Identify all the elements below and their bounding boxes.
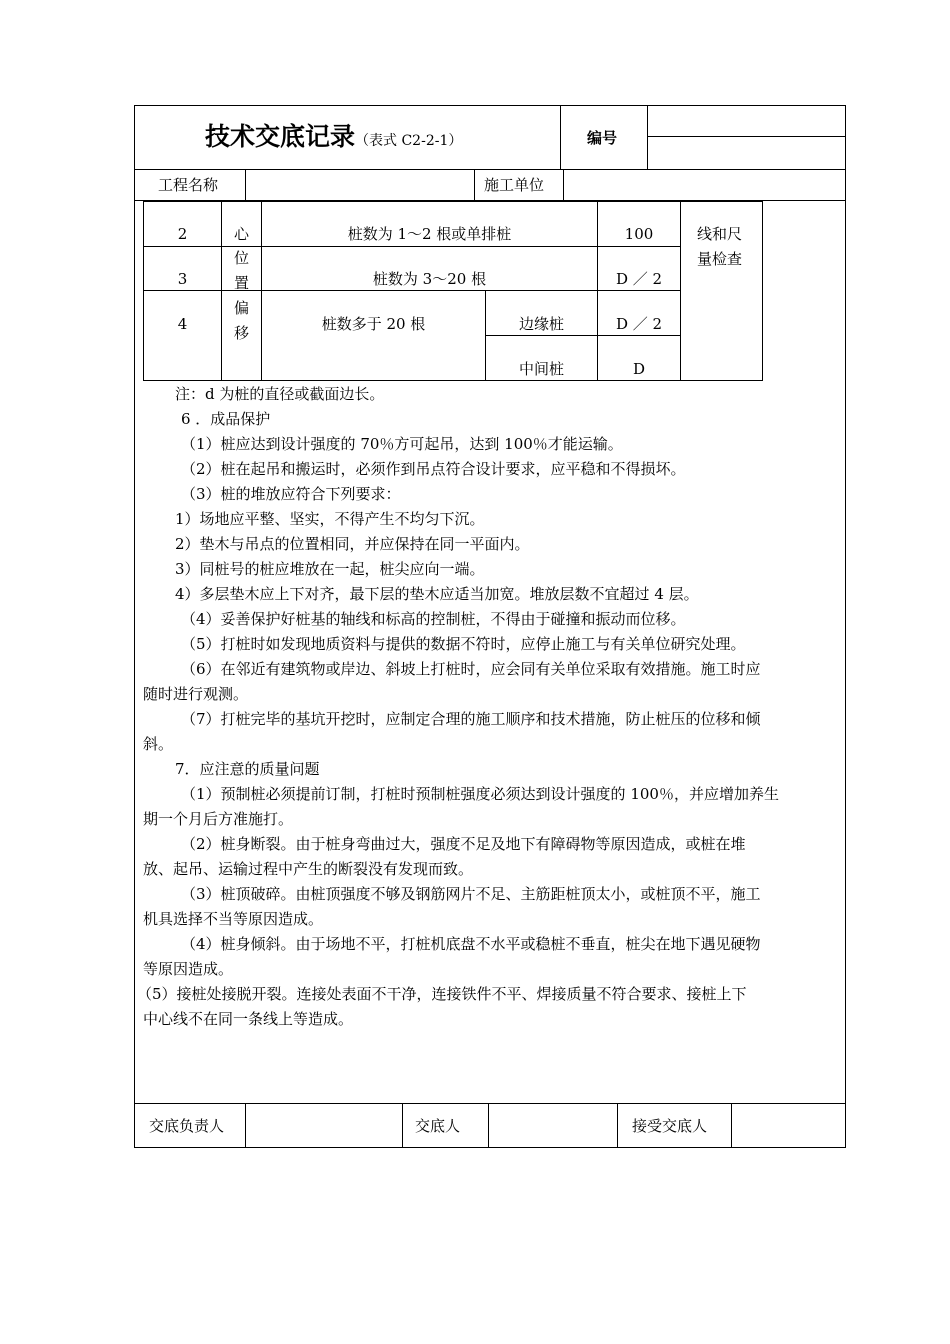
page-title xyxy=(205,120,462,158)
project-name-label: 工程名称 xyxy=(158,176,219,194)
construction-unit-label: 施工单位 xyxy=(484,176,545,194)
paragraph: （2）桩身断裂。由于桩身弯曲过大，强度不足及地下有障碍物等原因造成，或桩在堆 xyxy=(181,835,746,853)
discloser-signature-field[interactable] xyxy=(490,1105,616,1146)
method-text-line2: 量检查 xyxy=(697,250,743,268)
merged-label-char: 位 xyxy=(233,249,249,267)
paragraph: （5）打桩时如发现地质资料与提供的数据不符时，应停止施工与有关单位研究处理。 xyxy=(181,635,746,653)
merged-label-char: 偏 xyxy=(233,299,249,317)
form-code: （表式 C2-2-1） xyxy=(355,133,463,149)
title-text: 技术交底记录 xyxy=(205,122,356,151)
edge-pile-value: D ／ 2 xyxy=(615,315,663,333)
paragraph: 随时进行观测。 xyxy=(143,685,249,703)
project-name-field[interactable] xyxy=(247,171,473,199)
row-index: 4 xyxy=(177,315,188,333)
number-label: 编号 xyxy=(587,129,618,147)
paragraph: 4）多层垫木应上下对齐，最下层的垫木应适当加宽。堆放层数不宜超过 4 层。 xyxy=(175,585,699,603)
discloser-label: 交底人 xyxy=(415,1117,461,1135)
middle-pile-value: D xyxy=(632,360,646,378)
edge-pile-label: 边缘桩 xyxy=(518,315,564,333)
paragraph: （2）桩在起吊和搬运时，必须作到吊点符合设计要求，应平稳和不得损坏。 xyxy=(181,460,686,478)
paragraph: （5）接桩处接脱开裂。连接处表面不干净，连接铁件不平、焊接质量不符合要求、接桩上下 xyxy=(137,985,747,1003)
paragraph: 斜。 xyxy=(143,735,174,753)
paragraph: （1）桩应达到设计强度的 70％方可起吊，达到 100％才能运输。 xyxy=(181,435,623,453)
middle-pile-label: 中间桩 xyxy=(518,360,564,378)
row-index: 3 xyxy=(177,270,188,288)
paragraph: （7）打桩完毕的基坑开挖时，应制定合理的施工顺序和技术措施，防止桩压的位移和倾 xyxy=(181,710,761,728)
paragraph: （1）预制桩必须提前订制，打桩时预制桩强度必须达到设计强度的 100％，并应增加养生 xyxy=(181,785,779,803)
row-value: 100 xyxy=(624,225,654,243)
paragraph: （3）桩的堆放应符合下列要求： xyxy=(181,485,401,503)
merged-label-char: 移 xyxy=(233,324,249,342)
row-description: 桩数多于 20 根 xyxy=(321,315,426,333)
paragraph: （6）在邻近有建筑物或岸边、斜坡上打桩时，应会同有关单位采取有效措施。施工时应 xyxy=(181,660,761,678)
paragraph: 期一个月后方准施打。 xyxy=(143,810,294,828)
paragraph: 机具选择不当等原因造成。 xyxy=(143,910,324,928)
construction-unit-field[interactable] xyxy=(565,171,844,199)
paragraph: 中心线不在同一条线上等造成。 xyxy=(143,1010,354,1028)
note: 注：d 为桩的直径或截面边长。 xyxy=(175,385,385,403)
number-field-2[interactable] xyxy=(649,138,844,168)
paragraph: （3）桩顶破碎。由桩顶强度不够及钢筋网片不足、主筋距桩顶太小，或桩顶不平，施工 xyxy=(181,885,761,903)
paragraph: 等原因造成。 xyxy=(143,960,234,978)
paragraph: 放、起吊、运输过程中产生的断裂没有发现而致。 xyxy=(143,860,474,878)
paragraph: （4）妥善保护好桩基的轴线和标高的控制桩，不得由于碰撞和振动而位移。 xyxy=(181,610,686,628)
paragraph: 1）场地应平整、坚实，不得产生不均匀下沉。 xyxy=(175,510,485,528)
paragraph: 2）垫木与吊点的位置相同，并应保持在同一平面内。 xyxy=(175,535,530,553)
row-index: 2 xyxy=(177,225,188,243)
responsible-label: 交底负责人 xyxy=(149,1117,225,1135)
row-description: 桩数为 3～20 根 xyxy=(372,270,487,288)
merged-label-char: 心 xyxy=(233,225,249,243)
paragraph: （4）桩身倾斜。由于场地不平，打桩机底盘不水平或稳桩不垂直，桩尖在地下遇见硬物 xyxy=(181,935,761,953)
section-6-title: 6 ．成品保护 xyxy=(181,410,271,428)
responsible-signature-field[interactable] xyxy=(247,1105,401,1146)
row-value: D ／ 2 xyxy=(615,270,663,288)
receiver-signature-field[interactable] xyxy=(733,1105,844,1146)
method-text-line1: 线和尺 xyxy=(697,225,743,243)
receiver-label: 接受交底人 xyxy=(632,1117,708,1135)
number-field-1[interactable] xyxy=(649,107,844,135)
row-description: 桩数为 1～2 根或单排桩 xyxy=(347,225,512,243)
paragraph: 3）同桩号的桩应堆放在一起，桩尖应向一端。 xyxy=(175,560,485,578)
section-7-title: 7．应注意的质量问题 xyxy=(175,760,320,778)
merged-label-char: 置 xyxy=(233,274,249,292)
